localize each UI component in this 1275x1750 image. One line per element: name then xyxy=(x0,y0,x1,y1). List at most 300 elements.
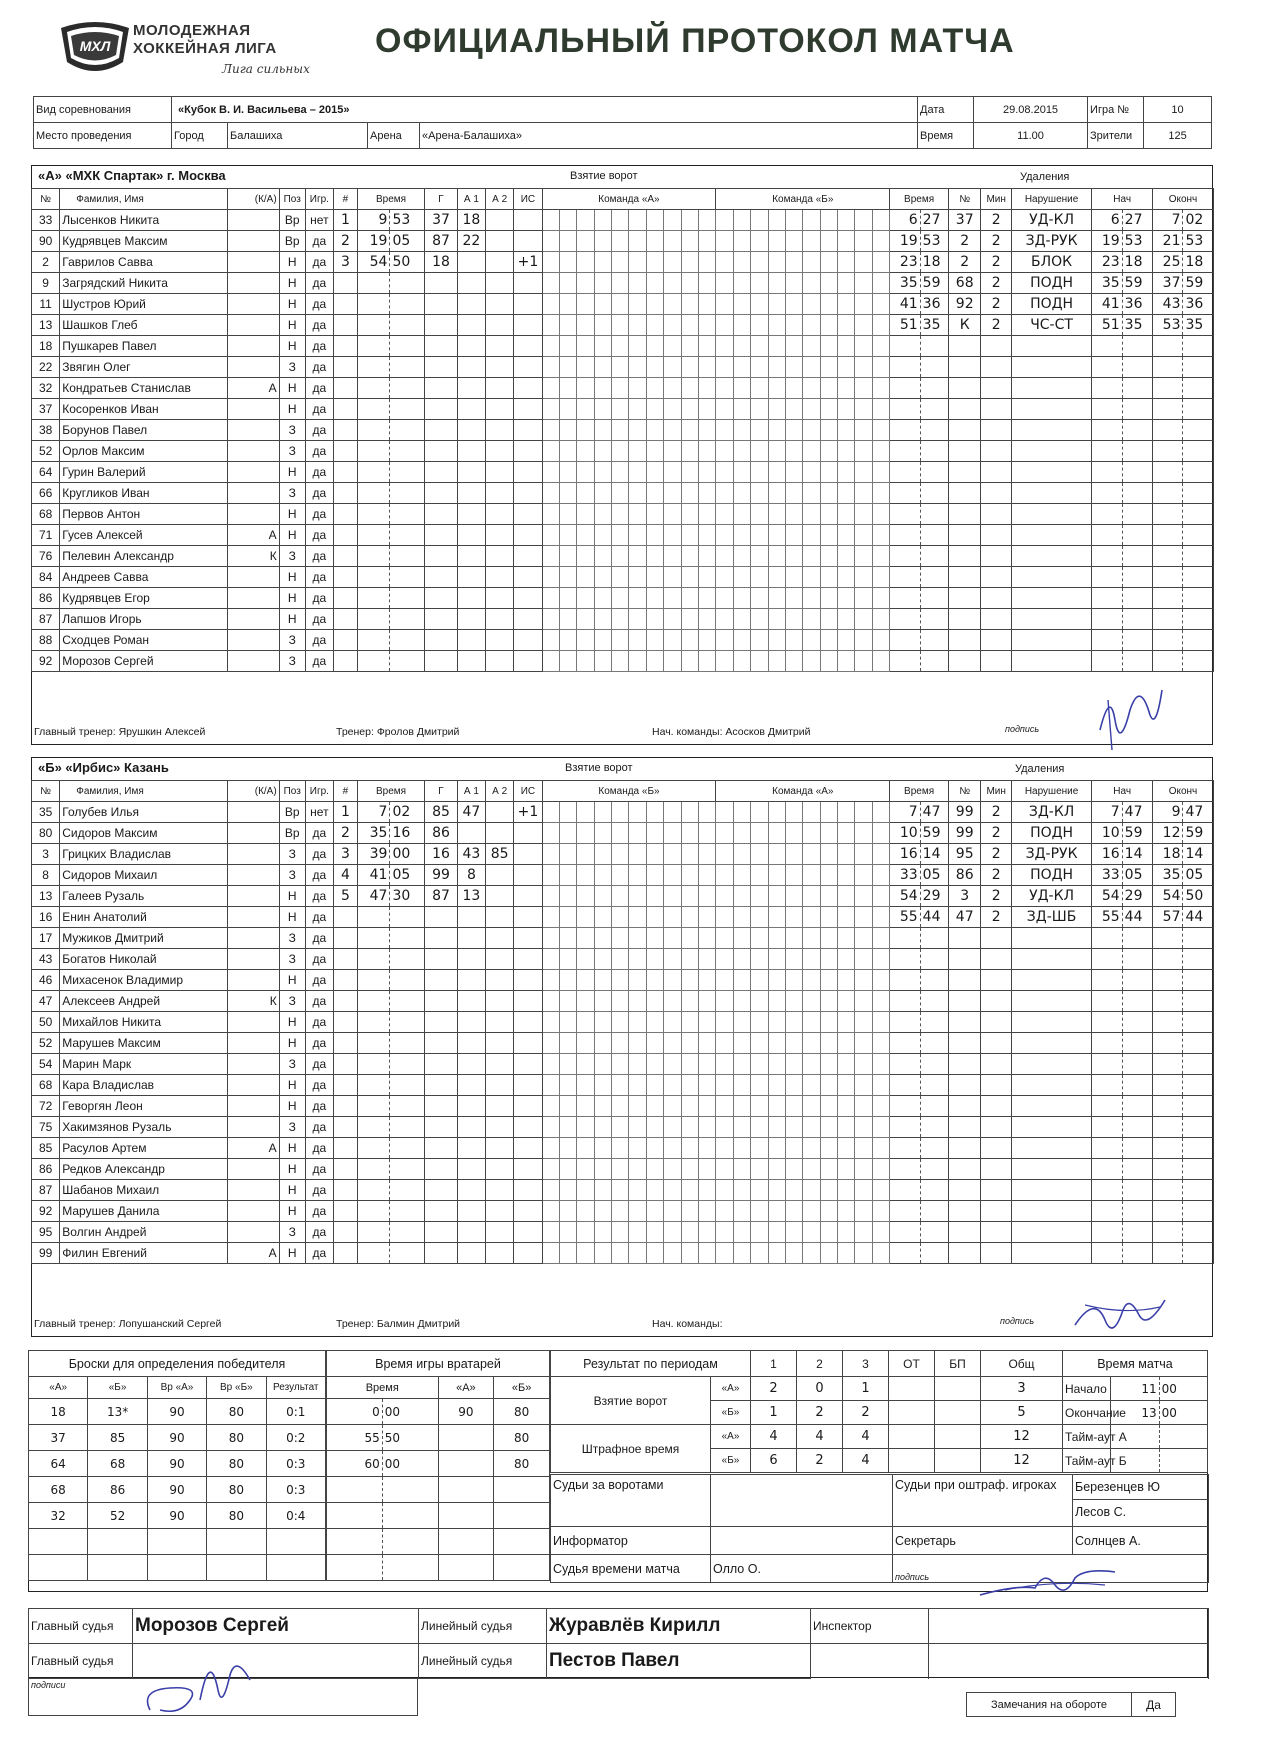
onice-cell xyxy=(664,399,681,420)
goal-assist-1 xyxy=(457,252,485,273)
onice-cell xyxy=(681,378,698,399)
goal-assist-1 xyxy=(457,546,485,567)
onice-cell xyxy=(855,844,872,865)
onice-cell xyxy=(785,315,802,336)
onice-cell xyxy=(664,315,681,336)
onice-cell xyxy=(681,1012,698,1033)
player-number: 18 xyxy=(32,336,60,357)
player-played: да xyxy=(305,970,333,991)
player-row xyxy=(32,949,1214,970)
penalty-start-min: 35 xyxy=(1092,273,1122,294)
goal-minute xyxy=(357,1159,390,1180)
onice-cell xyxy=(820,252,837,273)
goal-second xyxy=(390,1180,425,1201)
league-slogan: Лига сильных xyxy=(222,62,310,76)
goal-assist-1 xyxy=(457,651,485,672)
player-row xyxy=(32,1222,1214,1243)
onice-cell xyxy=(577,1012,594,1033)
goal-minute xyxy=(357,991,390,1012)
team-a-coach: Тренер: Фролов Дмитрий xyxy=(336,726,460,738)
player-row xyxy=(32,504,1214,525)
onice-cell xyxy=(820,1180,837,1201)
col-is: ИС xyxy=(514,189,542,210)
onice-cell xyxy=(751,1243,768,1264)
onice-cell xyxy=(733,420,750,441)
onice-cell xyxy=(664,210,681,231)
signature-team-a xyxy=(1090,670,1170,760)
onice-cell xyxy=(698,420,715,441)
penalty-end-min xyxy=(1153,1159,1183,1180)
penalty-end-min xyxy=(1153,1117,1183,1138)
col-a2: А 2 xyxy=(486,781,514,802)
onice-cell xyxy=(594,1201,611,1222)
penalty-end-sec xyxy=(1183,588,1213,609)
penalty-start-sec xyxy=(1122,525,1152,546)
goalie-a xyxy=(438,1555,494,1581)
penalty-second: 35 xyxy=(920,315,948,336)
goal-second xyxy=(390,1033,425,1054)
player-played: да xyxy=(305,546,333,567)
onice-cell xyxy=(838,357,855,378)
onice-cell xyxy=(785,420,802,441)
player-name: Борунов Павел xyxy=(60,420,227,441)
penalty-end-sec: 18 xyxy=(1183,252,1213,273)
goalie-a xyxy=(438,1451,494,1477)
player-name: Редков Александр xyxy=(60,1159,227,1180)
shootout-col: Вр «А» xyxy=(147,1377,206,1399)
onice-cell xyxy=(594,210,611,231)
shootout-row xyxy=(29,1399,326,1425)
onice-cell xyxy=(716,865,733,886)
penalty-end-min: 21 xyxy=(1153,231,1183,252)
onice-cell xyxy=(872,630,890,651)
onice-cell xyxy=(698,823,716,844)
goal-assist-1 xyxy=(457,567,485,588)
goal-number xyxy=(334,1159,358,1180)
goal-situation xyxy=(514,588,542,609)
onice-cell xyxy=(872,823,889,844)
onice-cell xyxy=(594,399,611,420)
onice-cell xyxy=(698,399,715,420)
onice-cell xyxy=(855,970,872,991)
player-row xyxy=(32,823,1214,844)
penalty-start-sec: 14 xyxy=(1122,844,1152,865)
onice-cell xyxy=(612,1201,629,1222)
onice-cell xyxy=(803,1033,820,1054)
penalty-minute xyxy=(890,546,920,567)
team-b-coach: Тренер: Балмин Дмитрий xyxy=(336,1318,461,1330)
onice-cell xyxy=(681,609,698,630)
onice-cell xyxy=(594,609,611,630)
onice-cell xyxy=(542,630,559,651)
goal-assist-1 xyxy=(457,1075,485,1096)
penalty-minutes xyxy=(981,441,1011,462)
goal-second xyxy=(390,1012,425,1033)
goal-scorer xyxy=(425,1138,458,1159)
onice-cell xyxy=(594,1222,611,1243)
penalty-minute xyxy=(890,357,920,378)
onice-cell xyxy=(559,1243,576,1264)
player-name: Косоренков Иван xyxy=(60,399,227,420)
goal-number xyxy=(334,315,358,336)
goalie-minute xyxy=(327,1477,383,1503)
penalty-minutes xyxy=(981,991,1011,1012)
onice-cell xyxy=(646,546,663,567)
onice-cell xyxy=(785,378,802,399)
onice-cell xyxy=(733,462,750,483)
player-row xyxy=(32,886,1214,907)
onice-cell xyxy=(803,231,820,252)
onice-cell xyxy=(785,1096,802,1117)
penalty-player xyxy=(948,1201,981,1222)
goal-assist-2 xyxy=(486,546,514,567)
penalty-end-sec xyxy=(1183,462,1213,483)
penalty-start-min xyxy=(1092,970,1122,991)
player-name: Лысенков Никита xyxy=(60,210,227,231)
onice-cell xyxy=(559,483,576,504)
goal-situation xyxy=(514,1075,542,1096)
logo-text: МХЛ xyxy=(79,38,111,54)
onice-cell xyxy=(716,273,733,294)
onice-cell xyxy=(716,483,733,504)
col-g: Г xyxy=(425,781,458,802)
player-played: да xyxy=(305,1075,333,1096)
penalty-minute xyxy=(890,525,920,546)
onice-cell xyxy=(612,567,629,588)
penalty-infraction: ЗД-ШБ xyxy=(1011,907,1091,928)
player-number: 8 xyxy=(32,865,60,886)
onice-cell xyxy=(698,1012,716,1033)
goal-minute xyxy=(357,651,390,672)
goal-scorer: 86 xyxy=(425,823,458,844)
penalty-start-min xyxy=(1092,1159,1122,1180)
goal-assist-1: 8 xyxy=(457,865,485,886)
onice-cell xyxy=(751,336,768,357)
onice-cell xyxy=(542,1096,559,1117)
onice-cell xyxy=(820,378,837,399)
goal-assist-1 xyxy=(457,1054,485,1075)
onice-cell xyxy=(664,1033,681,1054)
onice-cell xyxy=(681,886,698,907)
onice-cell xyxy=(559,294,576,315)
player-captain xyxy=(227,252,279,273)
player-number: 32 xyxy=(32,378,60,399)
goal-scorer xyxy=(425,1054,458,1075)
onice-cell xyxy=(855,907,872,928)
onice-cell xyxy=(646,651,663,672)
onice-cell xyxy=(612,441,629,462)
onice-cell xyxy=(594,1159,611,1180)
onice-cell xyxy=(768,1159,785,1180)
goal-minute xyxy=(357,273,390,294)
onice-cell xyxy=(751,651,768,672)
linesman-label-1: Линейный судья xyxy=(419,1609,547,1644)
onice-cell xyxy=(768,865,785,886)
penalty-minutes xyxy=(981,378,1011,399)
onice-cell xyxy=(681,252,698,273)
col-is: ИС xyxy=(514,781,542,802)
onice-cell xyxy=(768,294,785,315)
onice-cell xyxy=(838,273,855,294)
penalty-player xyxy=(948,1075,981,1096)
goal-situation xyxy=(514,273,542,294)
goal-assist-1 xyxy=(457,1096,485,1117)
linesman-2: Пестов Павел xyxy=(547,1644,811,1679)
goalie-a: 90 xyxy=(438,1399,494,1425)
onice-cell xyxy=(646,1012,663,1033)
shootout-row xyxy=(29,1503,326,1529)
shootout-cell: 0:1 xyxy=(266,1399,325,1425)
goal-scorer xyxy=(425,546,458,567)
onice-cell xyxy=(751,1201,768,1222)
penalty-start-sec xyxy=(1122,1075,1152,1096)
player-name: Кругликов Иван xyxy=(60,483,227,504)
goalie-second xyxy=(382,1555,438,1581)
onice-cell xyxy=(751,949,768,970)
arena-value: «Арена-Балашиха» xyxy=(420,123,918,149)
player-position: Н xyxy=(279,336,305,357)
onice-cell xyxy=(612,1117,629,1138)
player-name: Михасенок Владимир xyxy=(60,970,227,991)
goal-minute xyxy=(357,630,390,651)
onice-cell xyxy=(751,294,768,315)
goal-minute: 19 xyxy=(357,231,390,252)
goal-assist-1: 47 xyxy=(457,802,485,823)
onice-cell xyxy=(768,991,785,1012)
penalty-minutes: 2 xyxy=(981,231,1011,252)
penalty-second xyxy=(920,1222,948,1243)
onice-cell xyxy=(681,1075,698,1096)
onice-cell xyxy=(559,802,576,823)
goal-second: 02 xyxy=(390,802,425,823)
onice-cell xyxy=(768,252,785,273)
team-a-goals-title: Взятие ворот xyxy=(570,170,638,182)
onice-cell xyxy=(872,991,889,1012)
goal-judges-label: Судьи за воротами xyxy=(551,1475,711,1527)
onice-cell xyxy=(698,546,715,567)
goalie-second: 00 xyxy=(382,1399,438,1425)
penalty-minute: 41 xyxy=(890,294,920,315)
shootout-cell: 37 xyxy=(29,1425,88,1451)
onice-cell xyxy=(820,546,837,567)
onice-cell xyxy=(768,886,785,907)
onice-cell xyxy=(820,336,837,357)
onice-cell xyxy=(646,336,663,357)
onice-cell xyxy=(855,1096,872,1117)
onice-cell xyxy=(820,928,837,949)
onice-cell xyxy=(872,1180,889,1201)
period-row-label: Взятие ворот xyxy=(551,1377,711,1425)
onice-cell xyxy=(838,378,855,399)
col-goals-for: Команда «А» xyxy=(542,189,716,210)
onice-cell xyxy=(612,378,629,399)
onice-cell xyxy=(629,1033,646,1054)
onice-cell xyxy=(751,420,768,441)
onice-cell xyxy=(629,462,646,483)
goal-situation xyxy=(514,1222,542,1243)
onice-cell xyxy=(542,609,559,630)
player-position: З xyxy=(279,1054,305,1075)
penalty-start-min: 41 xyxy=(1092,294,1122,315)
goal-situation xyxy=(514,823,542,844)
player-number: 35 xyxy=(32,802,60,823)
onice-cell xyxy=(785,588,802,609)
periods-table xyxy=(550,1350,1063,1473)
col-pen-time: Время xyxy=(890,189,949,210)
onice-cell xyxy=(542,210,559,231)
player-played: да xyxy=(305,886,333,907)
penalty-start-sec xyxy=(1122,1138,1152,1159)
onice-cell xyxy=(872,1222,889,1243)
teamA-table xyxy=(31,188,1214,672)
period-value: 1 xyxy=(843,1377,889,1401)
goal-situation xyxy=(514,1096,542,1117)
penalty-end-sec: 14 xyxy=(1183,844,1213,865)
onice-cell xyxy=(629,378,646,399)
goalie-minute: 60 xyxy=(327,1451,383,1477)
player-row xyxy=(32,357,1214,378)
competition-label: Вид соревнования xyxy=(34,97,172,123)
player-number: 17 xyxy=(32,928,60,949)
onice-cell xyxy=(594,823,611,844)
spectators-value: 125 xyxy=(1144,123,1212,149)
onice-cell xyxy=(733,1075,750,1096)
player-name: Геворгян Леон xyxy=(60,1096,227,1117)
player-played: да xyxy=(305,1201,333,1222)
onice-cell xyxy=(785,865,802,886)
goalie-a xyxy=(438,1477,494,1503)
onice-cell xyxy=(559,525,576,546)
period-value: 4 xyxy=(843,1425,889,1449)
match-time-hour: 11 xyxy=(1111,1377,1159,1401)
onice-cell xyxy=(577,1033,594,1054)
onice-cell xyxy=(768,1096,785,1117)
match-time-title: Время матча xyxy=(1063,1351,1208,1377)
onice-cell xyxy=(872,1054,889,1075)
onice-cell xyxy=(542,1075,559,1096)
onice-cell xyxy=(838,420,855,441)
player-position: Н xyxy=(279,1012,305,1033)
goal-number xyxy=(334,651,358,672)
player-number: 68 xyxy=(32,1075,60,1096)
onice-cell xyxy=(629,1138,646,1159)
onice-cell xyxy=(855,1033,872,1054)
onice-cell xyxy=(559,504,576,525)
goal-second: 00 xyxy=(390,844,425,865)
penalty-end-min: 43 xyxy=(1153,294,1183,315)
penalty-end-sec xyxy=(1183,1054,1213,1075)
shootout-cell: 80 xyxy=(207,1451,266,1477)
player-position: Вр xyxy=(279,210,305,231)
goal-assist-2 xyxy=(486,609,514,630)
goal-minute xyxy=(357,1033,390,1054)
onice-cell xyxy=(872,802,889,823)
period-value: 6 xyxy=(751,1449,797,1473)
onice-cell xyxy=(577,651,594,672)
onice-cell xyxy=(559,567,576,588)
onice-cell xyxy=(751,210,768,231)
onice-cell xyxy=(698,844,716,865)
onice-cell xyxy=(681,525,698,546)
onice-cell xyxy=(751,907,768,928)
onice-cell xyxy=(542,1138,559,1159)
onice-cell xyxy=(733,567,750,588)
player-number: 33 xyxy=(32,210,60,231)
penalty-minutes xyxy=(981,462,1011,483)
penalty-second xyxy=(920,1033,948,1054)
penalty-end-sec xyxy=(1183,420,1213,441)
player-captain xyxy=(227,865,279,886)
penalty-second: 44 xyxy=(920,907,948,928)
onice-cell xyxy=(646,504,663,525)
goal-scorer xyxy=(425,378,458,399)
goal-scorer xyxy=(425,651,458,672)
onice-cell xyxy=(733,231,750,252)
period-value xyxy=(935,1377,981,1401)
goalie-second: 50 xyxy=(382,1425,438,1451)
onice-cell xyxy=(559,651,576,672)
goal-second xyxy=(390,273,425,294)
goal-assist-2 xyxy=(486,1201,514,1222)
onice-cell xyxy=(751,1012,768,1033)
period-row xyxy=(551,1377,1063,1401)
goal-assist-2 xyxy=(486,1033,514,1054)
player-captain: А xyxy=(227,1138,279,1159)
penalty-player xyxy=(948,441,981,462)
player-captain xyxy=(227,294,279,315)
player-name: Марушев Максим xyxy=(60,1033,227,1054)
onice-cell xyxy=(629,630,646,651)
teamB-table xyxy=(31,780,1214,1264)
onice-cell xyxy=(681,1054,698,1075)
page-title: ОФИЦИАЛЬНЫЙ ПРОТОКОЛ МАТЧА xyxy=(375,22,1015,60)
onice-cell xyxy=(594,567,611,588)
goal-scorer xyxy=(425,1012,458,1033)
goal-situation xyxy=(514,1033,542,1054)
onice-cell xyxy=(733,907,750,928)
onice-cell xyxy=(629,609,646,630)
penalty-minutes xyxy=(981,546,1011,567)
player-name: Андреев Савва xyxy=(60,567,227,588)
shootout-cell: 80 xyxy=(207,1399,266,1425)
col-pen-start: Нач xyxy=(1092,189,1153,210)
player-name: Богатов Николай xyxy=(60,949,227,970)
onice-cell xyxy=(785,504,802,525)
goal-situation xyxy=(514,844,542,865)
onice-cell xyxy=(577,483,594,504)
penalty-start-min xyxy=(1092,1201,1122,1222)
goal-number xyxy=(334,567,358,588)
player-name: Первов Антон xyxy=(60,504,227,525)
goalie-second xyxy=(382,1477,438,1503)
goal-minute xyxy=(357,462,390,483)
penalty-judge-1: Березенцев Ю xyxy=(1073,1475,1208,1500)
onice-cell xyxy=(577,802,594,823)
onice-cell xyxy=(681,1117,698,1138)
onice-cell xyxy=(542,907,559,928)
arena-label: Арена xyxy=(368,123,420,149)
onice-cell xyxy=(820,441,837,462)
shootout-cell: 64 xyxy=(29,1451,88,1477)
penalty-minutes xyxy=(981,525,1011,546)
goal-minute xyxy=(357,357,390,378)
informer-label: Информатор xyxy=(551,1527,711,1555)
onice-cell xyxy=(629,252,646,273)
player-number: 75 xyxy=(32,1117,60,1138)
onice-cell xyxy=(838,1012,855,1033)
player-row xyxy=(32,525,1214,546)
goal-situation xyxy=(514,991,542,1012)
